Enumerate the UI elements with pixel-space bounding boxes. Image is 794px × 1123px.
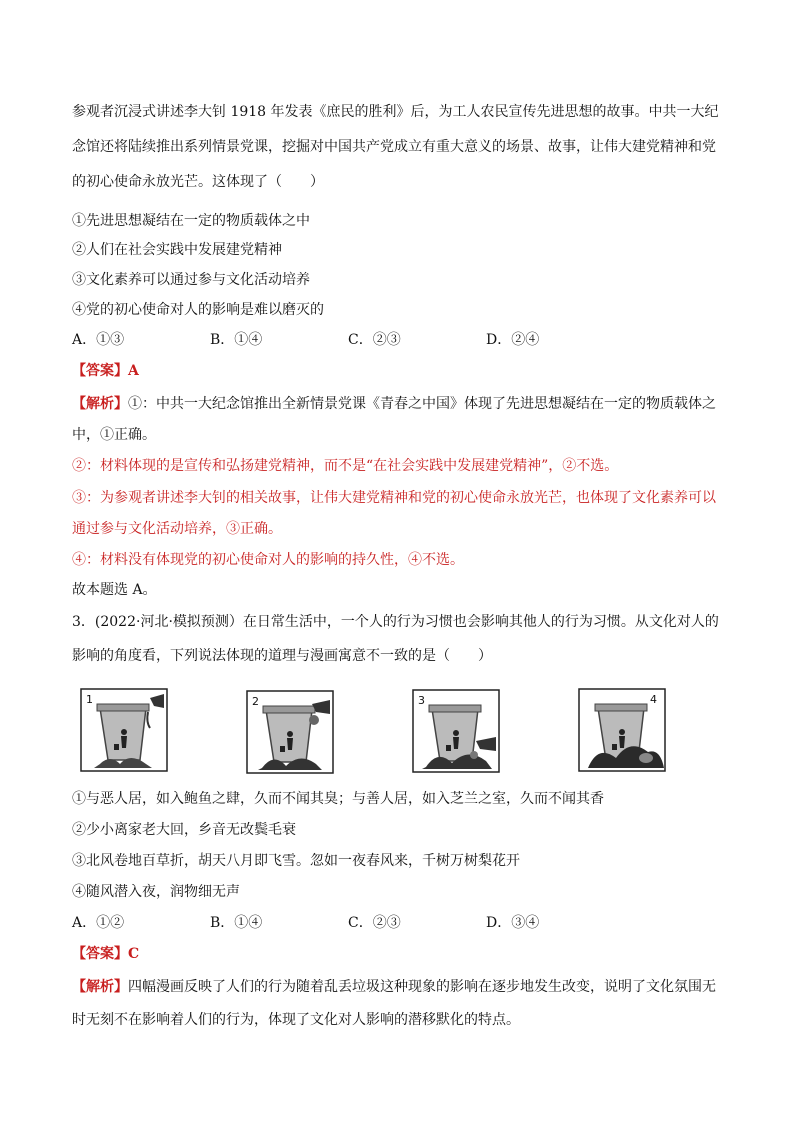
q2-answer	[72, 361, 139, 381]
q2-item-2: ②人们在社会实践中发展建党精神	[72, 242, 282, 258]
q2-stem-line-1: 参观者沉浸式讲述李大钊 1918 年发表《庶民的胜利》后，为工人农民宣传先进思想的故事。中共一大纪	[72, 104, 719, 120]
panel-number: 3	[418, 694, 425, 707]
panel-number: 4	[650, 693, 657, 706]
q2-option-b[interactable]: B．①④	[210, 332, 263, 348]
q2-options	[72, 330, 624, 350]
q3-option-d[interactable]: D．③④	[486, 915, 540, 931]
q2-stem-line-2: 念馆还将陆续推出系列情景党课，挖掘对中国共产党成立有重大意义的场景、故事，让伟大建党精神和党	[72, 139, 716, 155]
panel-number: 1	[86, 693, 93, 706]
q3-stem-line-1: 3．(2022·河北·模拟预测）在日常生活中，一个人的行为习惯也会影响其他人的行为习惯。从文化对人的	[72, 614, 719, 630]
q3-analysis-line-1	[72, 977, 716, 997]
q2-stem-line-3: 的初心使命永放光芒。这体现了（ ）	[72, 174, 324, 190]
q2-analysis-line-2: 中，①正确。	[72, 427, 156, 443]
analysis-tag: 【解析】	[72, 979, 128, 995]
q2-analysis-line-6: ④：材料没有体现党的初心使命对人的影响的持久性，④不选。	[72, 552, 464, 568]
q3-analysis-line-2: 时无刻不在影响着人们的行为，体现了文化对人影响的潜移默化的特点。	[72, 1012, 520, 1028]
answer-value: C	[128, 946, 140, 962]
q2-item-4: ④党的初心使命对人的影响是难以磨灭的	[72, 302, 324, 318]
q3-option-c[interactable]: C．②③	[348, 915, 401, 931]
q2-item-3: ③文化素养可以通过参与文化活动培养	[72, 272, 310, 288]
q2-item-1: ①先进思想凝结在一定的物质载体之中	[72, 213, 310, 229]
q2-conclusion: 故本题选 A。	[72, 582, 157, 598]
q3-option-a[interactable]: A．①②	[72, 915, 125, 931]
q3-item-2: ②少小离家老大回，乡音无改鬓毛衰	[72, 822, 296, 838]
comic-panel-3	[412, 689, 500, 773]
answer-value: A	[128, 363, 139, 379]
q3-stem-line-2: 影响的角度看，下列说法体现的道理与漫画寓意不一致的是（ ）	[72, 648, 492, 664]
analysis-tag: 【解析】	[72, 396, 128, 412]
answer-tag: 【答案】	[72, 946, 128, 962]
q2-analysis-line-1	[72, 394, 716, 414]
q2-option-d[interactable]: D．②④	[486, 332, 540, 348]
panel-number: 2	[252, 695, 259, 708]
q2-option-a[interactable]: A．①③	[72, 332, 125, 348]
q3-options	[72, 913, 624, 933]
q3-item-1: ①与恶人居，如入鲍鱼之肆，久而不闻其臭；与善人居，如入芝兰之室，久而不闻其香	[72, 791, 604, 807]
analysis-text: 四幅漫画反映了人们的行为随着乱丢垃圾这种现象的影响在逐步地发生改变，说明了文化氛围无	[128, 979, 716, 995]
answer-tag: 【答案】	[72, 363, 128, 379]
q2-analysis-line-4: ③：为参观者讲述李大钊的相关故事，让伟大建党精神和党的初心使命永放光芒，也体现了文化素养可以	[72, 490, 716, 506]
analysis-text: ①：中共一大纪念馆推出全新情景党课《青春之中国》体现了先进思想凝结在一定的物质载体之	[128, 396, 716, 412]
q2-analysis-line-3: ②：材料体现的是宣传和弘扬建党精神，而不是“在社会实践中发展建党精神”，②不选。	[72, 458, 619, 474]
comic-panel-2	[246, 690, 334, 774]
comic-panel-1	[80, 688, 168, 772]
q3-answer	[72, 944, 139, 964]
q2-analysis-line-5: 通过参与文化活动培养，③正确。	[72, 521, 282, 537]
q3-item-3: ③北风卷地百草折，胡天八月即飞雪。忽如一夜春风来，千树万树梨花开	[72, 853, 520, 869]
q2-option-c[interactable]: C．②③	[348, 332, 401, 348]
q3-option-b[interactable]: B．①④	[210, 915, 263, 931]
q3-item-4: ④随风潜入夜，润物细无声	[72, 884, 240, 900]
comic-panel-4	[578, 688, 666, 772]
